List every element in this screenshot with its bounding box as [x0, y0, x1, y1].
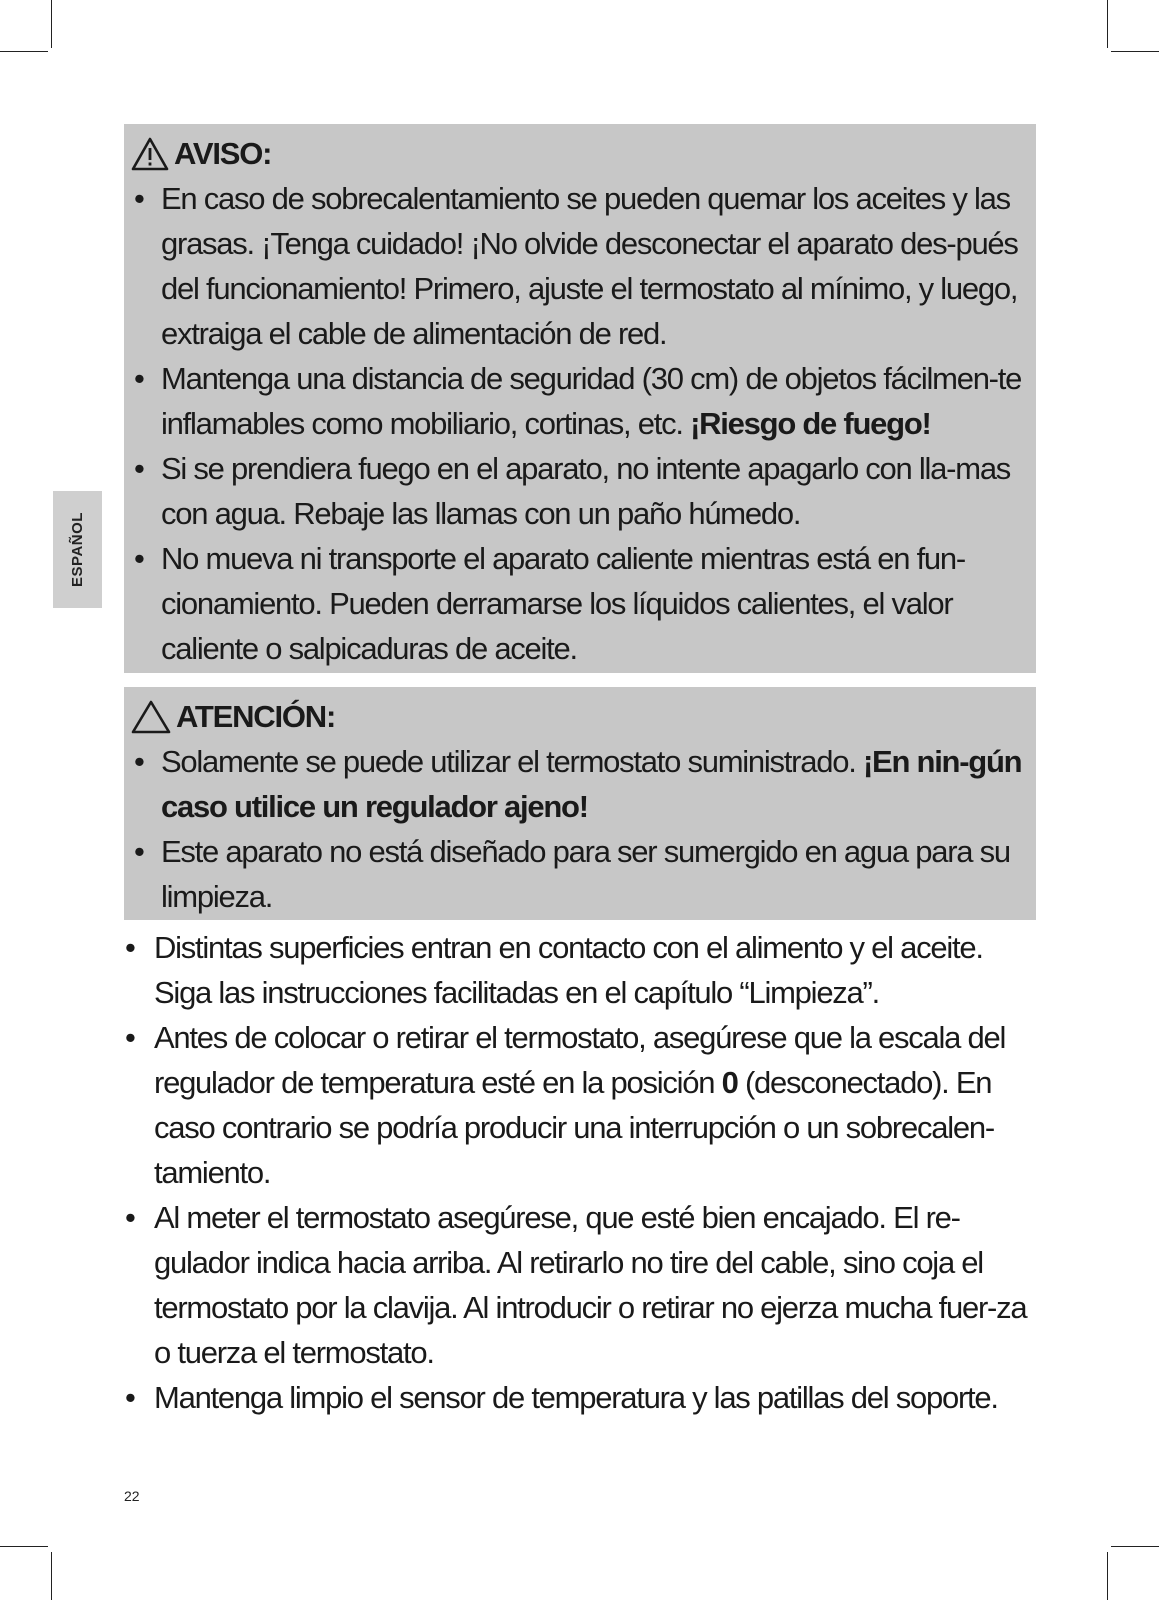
caution-title-text: ATENCIÓN: — [176, 699, 336, 734]
crop-mark — [51, 1552, 52, 1600]
crop-mark — [1111, 1546, 1159, 1547]
list-item: • Distintas superficies entran en contacto con el alimento y el aceite. Siga las instrucciones facilitadas en el capítulo “Limpieza”. — [117, 925, 1037, 1015]
warning-triangle-icon — [130, 136, 170, 172]
list-item: • Al meter el termostato asegúrese, que esté bien encajado. El re-gulador indica hacia arriba. Al retirarlo no tire del cable, sino coja el termostato por la clavija. Al introducir o retirar no ejerza mucha fuer-za o tuerza el termostato. — [117, 1195, 1037, 1375]
caution-triangle-icon — [130, 699, 172, 735]
emphasis-text: ¡En nin-gún caso utilice un regulador ajeno! — [161, 744, 1022, 824]
list-item: • Solamente se puede utilizar el termostato suministrado. ¡En nin-gún caso utilice un regulador ajeno! — [130, 739, 1022, 829]
language-tab-label: ESPAÑOL — [69, 512, 86, 587]
list-item: • Antes de colocar o retirar el termostato, asegúrese que la escala del regulador de temperatura esté en la posición 0 (desconectado). En caso contrario se podría producir una interrupción o un sobrecalen-tamiento. — [117, 1015, 1037, 1195]
list-item: • Si se prendiera fuego en el aparato, no intente apagarlo con lla-mas con agua. Rebaje las llamas con un paño húmedo. — [130, 446, 1022, 536]
warning-title-text: AVISO: — [174, 136, 272, 171]
emphasis-text: ¡Riesgo de fuego! — [690, 406, 931, 441]
warning-list — [130, 176, 1022, 671]
caution-list — [130, 739, 1022, 919]
warning-box — [124, 124, 1036, 673]
language-tab — [53, 491, 102, 608]
caution-title — [130, 695, 1022, 739]
crop-mark — [1107, 0, 1108, 48]
page-number: 22 — [124, 1488, 140, 1504]
warning-title — [130, 132, 1022, 176]
list-item: • Mantenga limpio el sensor de temperatura y las patillas del soporte. — [117, 1375, 1037, 1420]
list-item: • Este aparato no está diseñado para ser sumergido en agua para su limpieza. — [130, 829, 1022, 919]
list-item: • En caso de sobrecalentamiento se pueden quemar los aceites y las grasas. ¡Tenga cuidado! ¡No olvide desconectar el aparato des-pués del funcionamiento! Primero, ajuste el termostato al mínimo, y luego, extraiga el cable de alimentación de red. — [130, 176, 1022, 356]
instructions-list — [117, 925, 1037, 1420]
list-item: • No mueva ni transporte el aparato caliente mientras está en fun-cionamiento. Pueden derramarse los líquidos calientes, el valor caliente o salpicaduras de aceite. — [130, 536, 1022, 671]
crop-mark — [0, 1546, 48, 1547]
caution-box — [124, 687, 1036, 920]
crop-mark — [0, 51, 48, 52]
crop-mark — [1107, 1552, 1108, 1600]
crop-mark — [51, 0, 52, 48]
crop-mark — [1111, 51, 1159, 52]
emphasis-text: 0 — [721, 1065, 738, 1100]
list-item: • Mantenga una distancia de seguridad (30 cm) de objetos fácilmen-te inflamables como mobiliario, cortinas, etc. ¡Riesgo de fuego! — [130, 356, 1022, 446]
